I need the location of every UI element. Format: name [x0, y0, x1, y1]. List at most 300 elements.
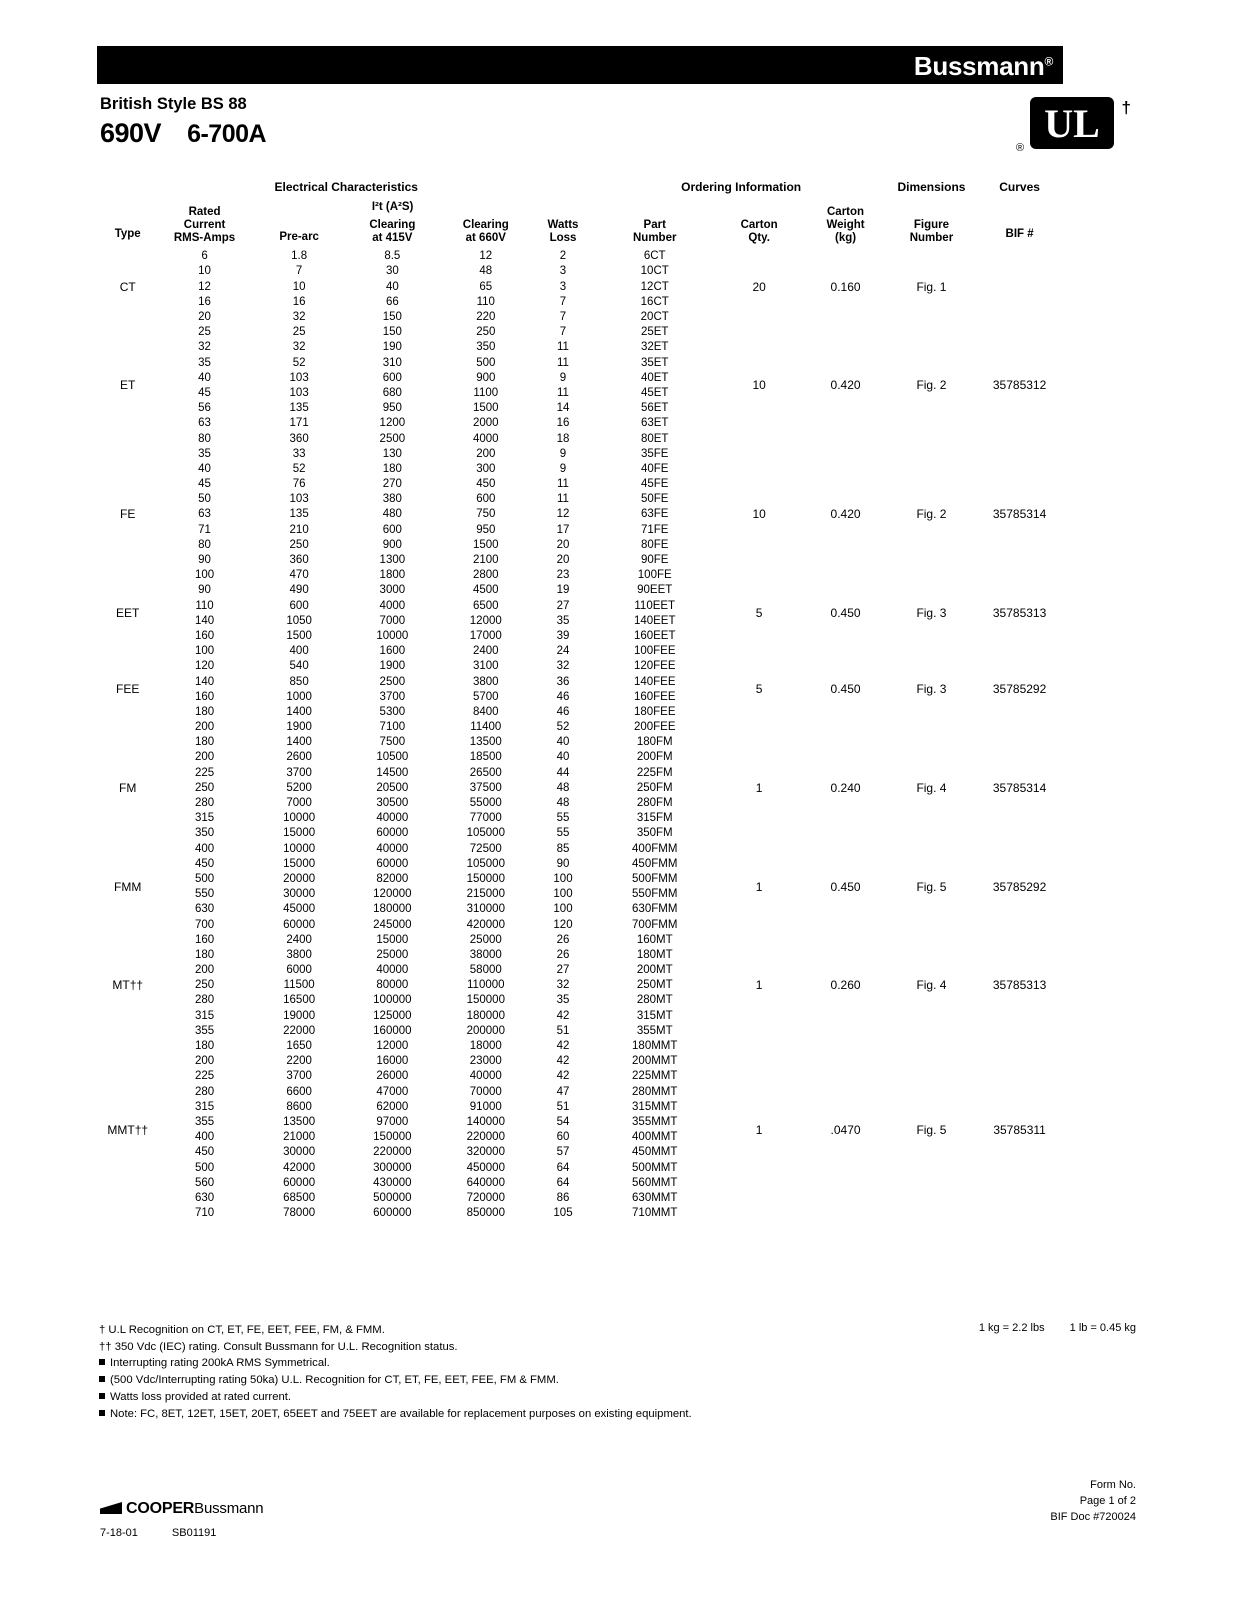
cell-watts-loss: 7: [559, 326, 567, 339]
cell-part-number: 400FMM: [632, 842, 678, 855]
cell-rated-current: 315: [194, 1100, 215, 1113]
cell-clearing-415: 1900: [379, 660, 406, 673]
cell-figure-number: Fig. 1: [916, 279, 947, 294]
group-header-electrical: Electrical Characteristics: [274, 180, 418, 194]
cell-clearing-660: 450: [476, 478, 496, 491]
footer-doc-info: [100, 1527, 263, 1539]
cell-part-number: 110EET: [634, 599, 676, 612]
cell-bif: 35785312: [992, 378, 1047, 393]
cell-part-number: 315MMT: [632, 1100, 678, 1113]
cell-clearing-415: 47000: [376, 1085, 409, 1098]
cell-pre-arc: 103: [289, 371, 309, 384]
col-header-watts-loss: Watts Loss: [547, 218, 579, 244]
cell-clearing-660: 350: [476, 341, 496, 354]
cell-rated-current: 63: [198, 417, 211, 430]
cell-part-number: 280FM: [636, 797, 673, 809]
cell-rated-current: 71: [198, 523, 211, 536]
cell-watts-loss: 54: [556, 1115, 570, 1128]
cell-clearing-415: 80000: [376, 979, 409, 992]
cell-watts-loss: 35: [556, 994, 570, 1007]
cell-clearing-415: 15000: [376, 933, 409, 946]
cell-rated-current: 450: [194, 857, 215, 870]
cell-pre-arc: 30000: [283, 888, 316, 901]
cell-clearing-415: 12000: [376, 1040, 409, 1052]
cell-part-number: 12CT: [640, 280, 669, 293]
cell-carton-qty: 1: [755, 780, 763, 795]
rating-title: [100, 118, 266, 149]
cell-clearing-660: 310000: [466, 903, 505, 916]
cell-pre-arc: 45000: [283, 903, 316, 916]
cell-part-number: 80FE: [640, 538, 669, 551]
brand-logo: [914, 51, 1053, 82]
cell-pre-arc: 68500: [283, 1191, 316, 1204]
cell-watts-loss: 60: [556, 1131, 570, 1144]
cell-clearing-660: 25000: [469, 933, 502, 946]
cell-part-number: 450FMM: [632, 857, 678, 870]
cell-watts-loss: 20: [556, 538, 570, 551]
cell-rated-current: 630: [194, 1191, 215, 1204]
doc-date: 7-18-01: [100, 1527, 138, 1539]
cell-watts-loss: 27: [556, 599, 570, 612]
cell-clearing-415: 30: [385, 265, 399, 278]
cell-rated-current: 180: [194, 1040, 215, 1052]
cell-pre-arc: 60000: [283, 918, 316, 931]
cell-clearing-660: 65: [479, 280, 493, 293]
cell-rated-current: 140: [194, 675, 215, 688]
cell-part-number: 50FE: [640, 493, 669, 506]
group-header-ordering: Ordering Information: [681, 180, 802, 194]
cell-part-number: 32ET: [640, 341, 669, 354]
cell-part-number: 63ET: [640, 417, 669, 430]
cell-type: ET: [120, 378, 136, 393]
cell-clearing-660: 4500: [472, 584, 499, 597]
cell-watts-loss: 3: [559, 265, 567, 278]
cell-pre-arc: 42000: [283, 1161, 316, 1174]
cell-part-number: 180FEE: [633, 705, 676, 718]
col-header-type: Type: [114, 228, 141, 241]
cell-watts-loss: 35: [556, 614, 570, 627]
cell-watts-loss: 27: [556, 964, 570, 977]
cell-pre-arc: 2600: [286, 751, 312, 764]
cell-watts-loss: 57: [556, 1146, 570, 1159]
cell-bif: 35785313: [992, 606, 1047, 621]
cell-rated-current: 45: [198, 386, 211, 399]
cell-clearing-660: 320000: [466, 1146, 505, 1159]
cell-clearing-415: 1800: [379, 569, 406, 582]
page-title: [100, 95, 266, 149]
cell-part-number: 500MMT: [632, 1161, 678, 1174]
footnote: [99, 1389, 799, 1406]
cell-part-number: 280MT: [636, 994, 673, 1007]
cell-clearing-660: 110: [476, 295, 495, 308]
footnote-text: †† 350 Vdc (IEC) rating. Consult Bussmann for U.L. Recognition status.: [99, 1340, 458, 1353]
cell-watts-loss: 20: [556, 554, 570, 566]
cell-clearing-415: 180: [382, 462, 402, 475]
cell-rated-current: 350: [194, 827, 215, 840]
cell-clearing-660: 1500: [472, 402, 499, 415]
specifications-table: [99, 176, 1065, 1221]
cell-part-number: 160MT: [636, 933, 673, 946]
cell-rated-current: 12: [198, 280, 211, 293]
amp-range: 6-700A: [187, 120, 267, 148]
cell-figure-number: Fig. 3: [916, 682, 947, 697]
table-row: [99, 446, 1065, 461]
table-row: [99, 583, 1065, 598]
cell-rated-current: 200: [194, 751, 215, 764]
cell-bif: 35785311: [993, 1122, 1046, 1137]
cell-pre-arc: 20000: [283, 872, 316, 885]
cell-clearing-415: 10000: [376, 629, 409, 642]
cell-clearing-660: 850000: [466, 1207, 505, 1220]
cell-clearing-415: 1600: [379, 645, 406, 658]
cell-clearing-660: 8400: [472, 705, 499, 718]
cell-pre-arc: 8600: [286, 1100, 312, 1113]
cell-rated-current: 250: [194, 781, 215, 794]
cell-clearing-660: 640000: [466, 1176, 505, 1189]
cell-part-number: 250MT: [636, 979, 673, 992]
cell-carton-weight: 0.160: [830, 279, 861, 294]
cell-clearing-660: 140000: [466, 1115, 505, 1128]
cell-watts-loss: 44: [556, 766, 570, 779]
cell-clearing-660: 2400: [472, 645, 499, 658]
col-header-clearing-660: Clearing at 660V: [462, 219, 509, 245]
cell-rated-current: 500: [194, 1161, 215, 1174]
cell-pre-arc: 360: [289, 554, 309, 566]
lb-conversion: 1 lb = 0.45 kg: [1069, 1322, 1136, 1334]
cell-part-number: 710MMT: [632, 1207, 678, 1220]
cell-pre-arc: 1900: [286, 721, 312, 734]
cooper-bussmann-logo: [100, 1500, 263, 1518]
cell-pre-arc: 1400: [286, 705, 312, 718]
cell-pre-arc: 10: [292, 280, 306, 293]
footnotes: [99, 1322, 799, 1422]
cell-part-number: 6CT: [643, 250, 666, 263]
brand-bar: [97, 46, 1063, 84]
cell-clearing-660: 2100: [472, 554, 499, 566]
cell-watts-loss: 11: [557, 386, 569, 399]
cell-rated-current: 400: [194, 1131, 215, 1144]
cell-clearing-415: 600: [382, 371, 402, 384]
company-name-1: COOPER: [126, 1500, 195, 1517]
cell-clearing-660: 1500: [472, 538, 499, 551]
cell-clearing-415: 7100: [379, 721, 406, 734]
col-header-carton-qty: Carton Qty.: [740, 218, 778, 244]
cell-figure-number: Fig. 2: [916, 378, 947, 393]
cell-clearing-415: 430000: [373, 1176, 412, 1189]
footnote: [99, 1322, 799, 1339]
cell-clearing-660: 13500: [469, 736, 502, 749]
cell-clearing-415: 25000: [376, 948, 409, 961]
cell-clearing-415: 20500: [376, 781, 409, 794]
footnote-text: (500 Vdc/Interrupting rating 50ka) U.L. Recognition for CT, ET, FE, EET, FEE, FM & FMM.: [110, 1374, 559, 1387]
cell-part-number: 100FE: [637, 569, 672, 582]
series-title: British Style BS 88: [100, 95, 247, 113]
cell-pre-arc: 7000: [286, 797, 312, 809]
cell-clearing-660: 720000: [466, 1191, 505, 1204]
bullet-square-icon: [99, 1410, 105, 1416]
cell-part-number: 90FE: [640, 554, 669, 566]
cell-watts-loss: 86: [556, 1191, 570, 1204]
cell-clearing-415: 2500: [379, 675, 406, 688]
cell-watts-loss: 26: [556, 948, 570, 961]
table-body: [99, 249, 1065, 1221]
cell-watts-loss: 55: [556, 827, 570, 840]
cell-clearing-660: 215000: [466, 888, 505, 901]
cell-part-number: 630FMM: [632, 903, 678, 916]
cell-clearing-415: 150: [382, 311, 402, 323]
cell-clearing-660: 2000: [472, 417, 499, 430]
cell-clearing-415: 120000: [373, 888, 412, 901]
cell-bif: 35785313: [992, 978, 1047, 993]
unit-conversions: [957, 1322, 1136, 1334]
cell-clearing-415: 2500: [379, 432, 406, 445]
cell-rated-current: 140: [194, 614, 215, 627]
bullet-square-icon: [99, 1359, 105, 1365]
footnote-text: Interrupting rating 200kA RMS Symmetrical.: [110, 1357, 330, 1370]
cell-clearing-660: 70000: [469, 1085, 502, 1098]
cell-part-number: 35FE: [640, 447, 669, 460]
cell-watts-loss: 12: [556, 508, 570, 521]
cell-clearing-415: 500000: [373, 1191, 412, 1204]
cell-clearing-415: 10500: [376, 751, 409, 764]
cell-clearing-660: 3800: [472, 675, 499, 688]
footnote-text: Note: FC, 8ET, 12ET, 15ET, 20ET, 65EET and 75EET are available for replacement purposes on existing equipment.: [110, 1407, 692, 1420]
cell-rated-current: 20: [198, 311, 211, 323]
cell-part-number: 120FEE: [633, 660, 676, 673]
cell-clearing-660: 17000: [469, 629, 502, 642]
cell-part-number: 16CT: [640, 295, 669, 308]
cell-clearing-415: 40000: [376, 964, 409, 977]
cell-part-number: 160EET: [633, 629, 676, 642]
cell-clearing-660: 77000: [469, 812, 502, 825]
cell-clearing-415: 1300: [379, 554, 406, 566]
cell-part-number: 355MMT: [632, 1115, 678, 1128]
cell-clearing-415: 82000: [376, 872, 409, 885]
cell-rated-current: 180: [194, 736, 215, 749]
cell-watts-loss: 11: [557, 478, 569, 491]
cell-clearing-660: 450000: [466, 1161, 505, 1174]
cell-pre-arc: 400: [289, 645, 309, 658]
cell-clearing-415: 680: [382, 386, 402, 399]
col-header-clearing-415: Clearing at 415V: [369, 219, 416, 245]
cell-rated-current: 710: [194, 1207, 215, 1220]
cell-clearing-415: 62000: [376, 1100, 409, 1113]
cell-rated-current: 100: [194, 645, 215, 658]
cell-watts-loss: 42: [556, 1055, 570, 1068]
footnote-text: † U.L Recognition on CT, ET, FE, EET, FEE, FM, & FMM.: [99, 1324, 385, 1336]
cell-rated-current: 16: [198, 295, 211, 308]
table-row: [99, 841, 1065, 856]
cell-pre-arc: 10000: [283, 842, 316, 855]
cell-part-number: 450MMT: [632, 1146, 678, 1159]
cell-clearing-415: 600: [382, 523, 402, 536]
cell-carton-weight: 0.450: [830, 682, 861, 697]
cell-clearing-415: 150: [382, 326, 402, 339]
cell-clearing-415: 100000: [373, 994, 412, 1007]
cell-pre-arc: 171: [289, 417, 309, 430]
cell-carton-weight: 0.450: [830, 606, 861, 621]
cell-clearing-660: 5700: [472, 690, 499, 703]
cell-part-number: 140EET: [633, 614, 676, 627]
cell-rated-current: 10: [198, 265, 211, 278]
cell-part-number: 160FEE: [633, 690, 676, 703]
cell-clearing-660: 200: [476, 447, 496, 460]
form-no-label: Form No.: [1090, 1479, 1136, 1491]
cell-clearing-415: 4000: [379, 599, 406, 612]
cell-watts-loss: 42: [556, 1009, 570, 1022]
cell-clearing-415: 380: [382, 493, 402, 506]
cell-type: EET: [116, 606, 140, 621]
cell-watts-loss: 46: [556, 690, 570, 703]
cell-watts-loss: 7: [559, 311, 567, 323]
cell-pre-arc: 3700: [286, 766, 312, 779]
cell-part-number: 35ET: [640, 356, 669, 369]
cell-part-number: 250FM: [636, 781, 673, 794]
cell-rated-current: 160: [194, 629, 215, 642]
cell-clearing-415: 66: [385, 295, 399, 308]
cell-clearing-660: 220000: [466, 1131, 505, 1144]
cell-type: FM: [119, 780, 137, 795]
cell-carton-qty: 1: [755, 978, 763, 993]
cell-pre-arc: 600: [289, 599, 309, 612]
cell-pre-arc: 25: [292, 326, 306, 339]
cell-pre-arc: 6600: [286, 1085, 312, 1098]
cell-part-number: 500FMM: [632, 872, 678, 885]
cell-carton-qty: 5: [755, 682, 763, 697]
cell-watts-loss: 55: [556, 812, 570, 825]
col-header-pre-arc: Pre-arc: [279, 231, 319, 244]
cell-rated-current: 90: [198, 584, 211, 597]
cell-pre-arc: 1050: [286, 614, 312, 627]
cell-rated-current: 560: [194, 1176, 215, 1189]
cell-part-number: 40ET: [640, 371, 669, 384]
bullet-square-icon: [99, 1393, 105, 1399]
cell-clearing-660: 26500: [469, 766, 502, 779]
cell-bif: 35785314: [992, 780, 1047, 795]
cell-rated-current: 225: [194, 1070, 215, 1083]
cell-watts-loss: 26: [556, 933, 570, 946]
cell-clearing-660: 300: [476, 462, 496, 475]
cell-bif: 35785292: [992, 682, 1047, 697]
cell-rated-current: 630: [194, 903, 215, 916]
cell-pre-arc: 13500: [283, 1115, 316, 1128]
cell-rated-current: 25: [198, 326, 211, 339]
cell-watts-loss: 64: [556, 1176, 570, 1189]
cell-clearing-660: 500: [476, 356, 496, 369]
cell-part-number: 25ET: [640, 326, 669, 339]
cell-rated-current: 500: [194, 872, 215, 885]
cell-watts-loss: 19: [556, 584, 570, 597]
ul-logo-icon: [1029, 96, 1115, 150]
cell-part-number: 315MT: [636, 1009, 673, 1022]
cell-clearing-660: 91000: [469, 1100, 502, 1113]
cell-bif: 35785314: [992, 507, 1047, 522]
cell-rated-current: 225: [194, 766, 215, 779]
cell-part-number: 200MT: [636, 964, 673, 977]
cell-watts-loss: 90: [556, 857, 570, 870]
cell-watts-loss: 120: [553, 918, 573, 931]
cell-clearing-415: 7500: [379, 736, 406, 749]
cell-pre-arc: 78000: [283, 1207, 316, 1220]
cell-rated-current: 160: [194, 933, 215, 946]
cell-rated-current: 35: [198, 447, 211, 460]
cell-clearing-415: 300000: [373, 1161, 412, 1174]
cell-clearing-660: 12000: [469, 614, 502, 627]
cell-rated-current: 315: [194, 1009, 215, 1022]
cell-part-number: 20CT: [640, 311, 669, 323]
cell-part-number: 140FEE: [633, 675, 676, 688]
cell-pre-arc: 16: [292, 295, 306, 308]
cell-pre-arc: 1650: [286, 1040, 312, 1052]
cell-pre-arc: 1.8: [291, 250, 308, 263]
cell-pre-arc: 850: [289, 675, 309, 688]
cell-carton-qty: 1: [755, 879, 763, 894]
bif-doc-number: BIF Doc #720024: [1050, 1510, 1136, 1523]
cell-pre-arc: 135: [289, 508, 309, 521]
cell-rated-current: 63: [198, 508, 211, 521]
cell-watts-loss: 47: [556, 1085, 570, 1098]
group-header-dimensions: Dimensions: [897, 180, 966, 194]
cell-clearing-660: 23000: [469, 1055, 502, 1068]
cell-clearing-415: 8.5: [384, 250, 401, 263]
doc-code: SB01191: [171, 1527, 217, 1539]
cell-rated-current: 6: [201, 250, 208, 263]
cell-clearing-660: 38000: [469, 948, 502, 961]
wedge-icon: [100, 1502, 122, 1514]
cell-clearing-660: 12: [479, 250, 493, 263]
cell-carton-qty: 1: [755, 1122, 763, 1137]
col-header-figure-number: Figure Number: [909, 218, 954, 244]
footnote: [99, 1372, 799, 1389]
cell-carton-qty: 10: [752, 507, 766, 522]
cell-rated-current: 200: [194, 964, 215, 977]
cell-rated-current: 56: [198, 402, 211, 415]
cell-carton-weight: 0.240: [830, 780, 861, 795]
cell-clearing-415: 40000: [376, 812, 409, 825]
cell-watts-loss: 11: [557, 341, 569, 354]
cell-part-number: 40FE: [640, 462, 669, 475]
cell-clearing-415: 310: [382, 356, 402, 369]
voltage-rating: 690V: [100, 118, 162, 148]
cell-watts-loss: 48: [556, 797, 570, 809]
company-name-2: Bussmann: [194, 1500, 264, 1517]
cell-watts-loss: 18: [556, 432, 570, 445]
cell-clearing-415: 26000: [376, 1070, 409, 1083]
cell-pre-arc: 52: [292, 356, 306, 369]
cell-rated-current: 400: [194, 842, 215, 855]
cell-pre-arc: 21000: [283, 1131, 316, 1144]
cell-rated-current: 700: [194, 918, 215, 931]
cell-rated-current: 355: [194, 1024, 215, 1037]
cell-clearing-660: 37500: [469, 781, 502, 794]
cell-type: FE: [120, 507, 136, 522]
cell-carton-weight: 0.260: [830, 978, 861, 993]
cell-clearing-660: 6500: [472, 599, 499, 612]
cell-pre-arc: 5200: [286, 781, 312, 794]
cell-figure-number: Fig. 5: [916, 879, 947, 894]
cell-clearing-660: 55000: [469, 797, 502, 809]
cell-bif: 35785292: [992, 879, 1047, 894]
cell-figure-number: Fig. 4: [916, 978, 947, 993]
cell-part-number: 56ET: [640, 402, 669, 415]
cell-pre-arc: 32: [292, 311, 306, 323]
cell-clearing-660: 150000: [466, 872, 505, 885]
cell-pre-arc: 52: [292, 462, 306, 475]
cell-watts-loss: 9: [559, 447, 567, 460]
cell-part-number: 80ET: [640, 432, 669, 445]
cell-pre-arc: 1500: [286, 629, 312, 642]
cell-rated-current: 355: [194, 1115, 215, 1128]
